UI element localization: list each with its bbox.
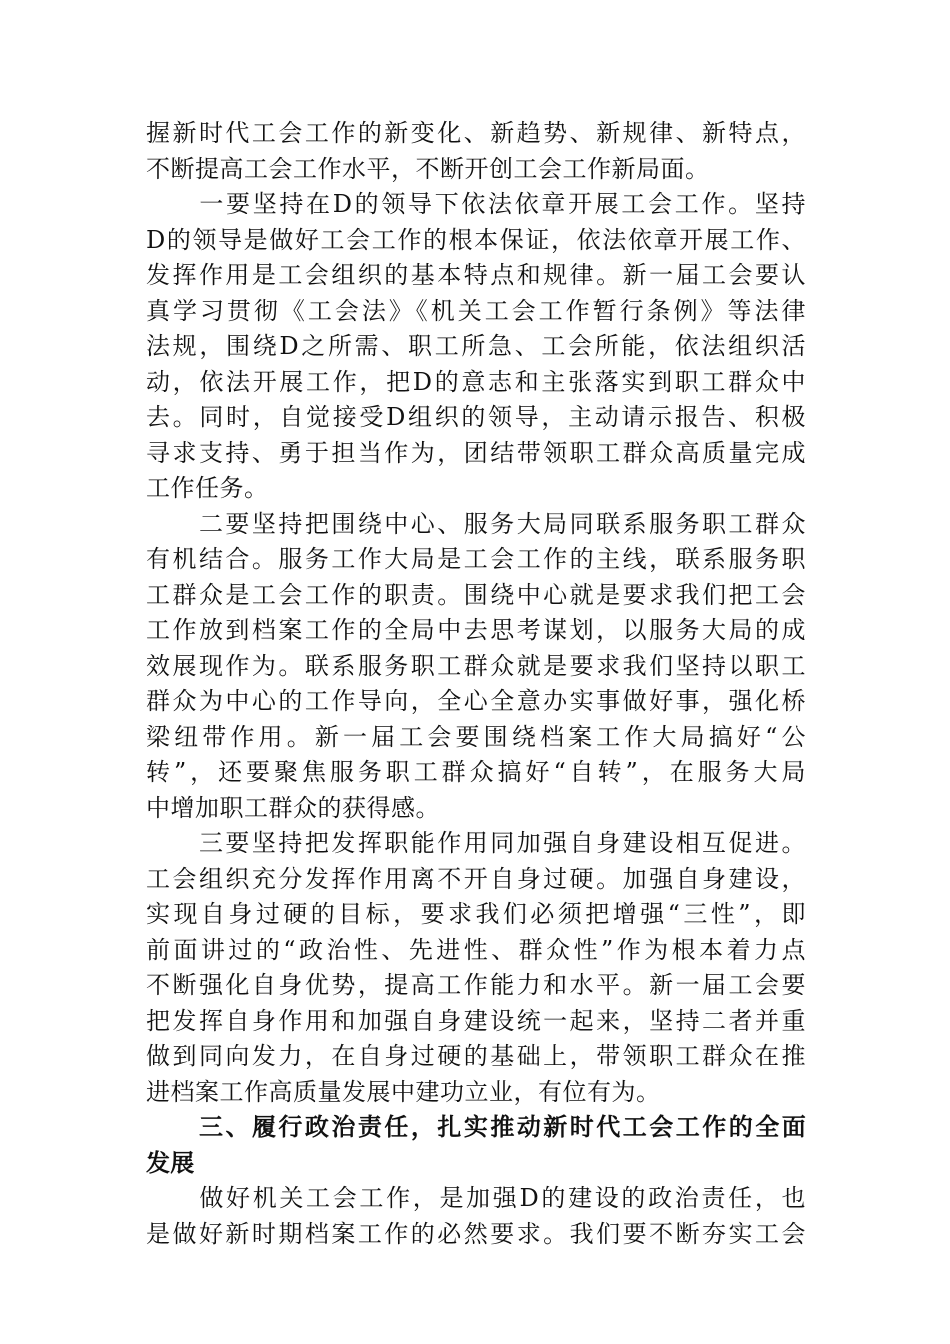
- text-line: 前面讲过的“政治性、先进性、群众性”作为根本着力点: [146, 935, 806, 964]
- text-line: 寻求支持、勇于担当作为，团结带领职工群众高质量完成: [146, 438, 806, 467]
- text-line: 梁纽带作用。新一届工会要围绕档案工作大局搞好“公: [146, 722, 806, 751]
- paragraph-start-line: 做好机关工会工作，是加强D的建设的政治责任，也: [146, 1184, 806, 1212]
- text-line: 不断强化自身优势，提高工作能力和水平。新一届工会要: [146, 971, 806, 999]
- text-line: 把发挥自身作用和加强自身建设统一起来，坚持二者并重: [146, 1006, 806, 1035]
- text-line: 工作任务。: [146, 474, 269, 502]
- text-line: 动，依法开展工作，把D的意志和主张落实到职工群众中: [146, 367, 806, 396]
- section-heading: 三、履行政治责任，扎实推动新时代工会工作的全面: [146, 1113, 806, 1141]
- text-line: 中增加职工群众的获得感。: [146, 793, 440, 822]
- text-line: 是做好新时期档案工作的必然要求。我们要不断夯实工会: [146, 1219, 806, 1248]
- paragraph-start-line: 三要坚持把发挥职能作用同加强自身建设相互促进。: [146, 829, 806, 857]
- section-heading: 发展: [146, 1148, 195, 1177]
- text-line: 进档案工作高质量发展中建功立业，有位有为。: [146, 1077, 661, 1106]
- document-page: [146, 116, 806, 1252]
- text-line: 实现自身过硬的目标，要求我们必须把增强“三性”，即: [146, 900, 806, 928]
- text-line: 工会组织充分发挥作用离不开自身过硬。加强自身建设，: [146, 864, 806, 893]
- text-line: 不断提高工会工作水平，不断开创工会工作新局面。: [146, 154, 710, 183]
- text-line: 去。同时，自觉接受D组织的领导，主动请示报告、积极: [146, 403, 806, 431]
- text-line: 有机结合。服务工作大局是工会工作的主线，联系服务职: [146, 545, 806, 573]
- paragraph-start-line: 二要坚持把围绕中心、服务大局同联系服务职工群众: [146, 509, 806, 538]
- text-line: 工群众是工会工作的职责。围绕中心就是要求我们把工会: [146, 580, 806, 609]
- text-line: 做到同向发力，在自身过硬的基础上，带领职工群众在推: [146, 1042, 806, 1070]
- text-line: 握新时代工会工作的新变化、新趋势、新规律、新特点，: [146, 119, 806, 147]
- paragraph-start-line: 一要坚持在D的领导下依法依章开展工会工作。坚持: [146, 190, 806, 218]
- text-line: 转”，还要聚焦服务职工群众搞好“自转”，在服务大局: [146, 758, 806, 786]
- text-line: 真学习贯彻《工会法》《机关工会工作暂行条例》等法律: [146, 296, 806, 325]
- text-line: 发挥作用是工会组织的基本特点和规律。新一届工会要认: [146, 261, 806, 289]
- text-line: 群众为中心的工作导向，全心全意办实事做好事，强化桥: [146, 687, 806, 715]
- text-line: 效展现作为。联系服务职工群众就是要求我们坚持以职工: [146, 651, 806, 680]
- text-line: 法规，围绕D之所需、职工所急、工会所能，依法组织活: [146, 332, 806, 360]
- text-line: D的领导是做好工会工作的根本保证，依法依章开展工作、: [146, 225, 806, 254]
- text-line: 工作放到档案工作的全局中去思考谋划，以服务大局的成: [146, 616, 806, 644]
